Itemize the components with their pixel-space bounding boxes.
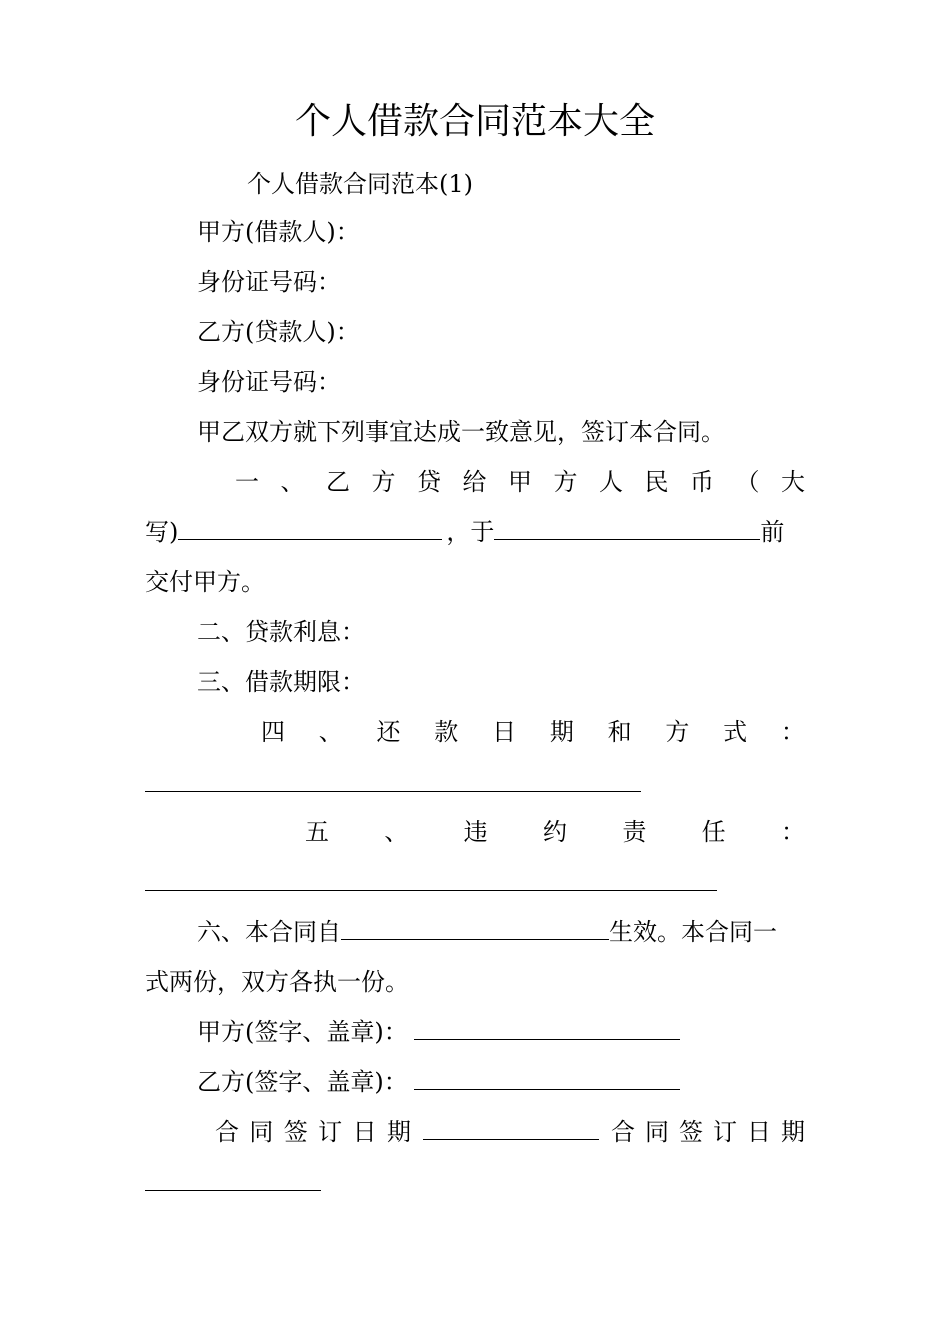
clause-5-char: 五 <box>305 818 329 846</box>
clause-1-text: 写) <box>145 518 179 546</box>
clause-4-char: 款 <box>434 718 459 746</box>
signing-date-char: 期 <box>386 1118 411 1146</box>
signing-date-char: 签 <box>679 1118 703 1146</box>
signing-date-a-blank[interactable] <box>423 1117 599 1140</box>
clause-1-char: 人 <box>599 468 623 496</box>
clause-1-line-1 <box>145 466 805 498</box>
clause-6-line-2: 式两份，双方各执一份。 <box>145 968 409 996</box>
signing-date-char: 同 <box>645 1118 669 1146</box>
clause-5-char: 约 <box>542 818 567 846</box>
clause-5-char: 违 <box>463 818 488 846</box>
date-blank[interactable] <box>494 517 760 540</box>
clause-1-text: ，于 <box>446 518 495 546</box>
party-a-label: 甲方(借款人)： <box>197 218 360 246</box>
signing-date-char: 期 <box>781 1118 805 1146</box>
signing-date-label-b <box>611 1116 805 1148</box>
signature-b-blank[interactable] <box>414 1067 680 1090</box>
signing-date-char: 签 <box>283 1118 308 1146</box>
party-b-id-label: 身份证号码： <box>197 368 341 396</box>
clause-1-char: 币 <box>690 468 714 496</box>
clause-4-char: 、 <box>318 718 343 746</box>
clause-1-char: 甲 <box>508 468 532 496</box>
clause-1-char: 给 <box>462 468 487 496</box>
clause-2: 二、贷款利息： <box>197 618 365 646</box>
clause-5-char: 责 <box>622 818 647 846</box>
signing-date-char: 日 <box>352 1118 377 1146</box>
clause-5-char: ： <box>780 818 805 846</box>
clause-1-char: 、 <box>280 468 305 496</box>
clause-4-char: 和 <box>607 718 632 746</box>
clause-5 <box>145 816 805 848</box>
clause-1-char: 大 <box>781 468 805 496</box>
clause-1-char: （ <box>735 468 760 496</box>
clause-3: 三、借款期限： <box>197 668 365 696</box>
clause-1-char: 民 <box>644 468 669 496</box>
signing-date-char: 日 <box>747 1118 771 1146</box>
clause-1-char: 乙 <box>326 468 350 496</box>
signing-date-label-a <box>215 1116 411 1148</box>
clause-5-char: 任 <box>701 818 726 846</box>
signing-date-char: 合 <box>611 1118 635 1146</box>
signature-b-label: 乙方(签字、盖章)： <box>197 1068 408 1096</box>
party-a-id-label: 身份证号码： <box>197 268 341 296</box>
signing-date-line <box>145 1116 805 1148</box>
liability-blank[interactable] <box>145 890 717 891</box>
signature-b-line <box>145 1066 857 1098</box>
clause-6-text: 六、本合同自 <box>197 918 341 946</box>
clause-4-char: 日 <box>492 718 517 746</box>
signing-date-b-blank[interactable] <box>145 1190 321 1191</box>
clause-4-char: 方 <box>665 718 690 746</box>
clause-1-char: 方 <box>371 468 396 496</box>
amount-blank[interactable] <box>178 517 442 540</box>
clause-1-text: 前 <box>760 518 785 546</box>
clause-4-char: ： <box>780 718 805 746</box>
clause-1-char: 一 <box>235 468 259 496</box>
clause-6-line-1 <box>145 916 805 948</box>
repayment-blank[interactable] <box>145 791 641 792</box>
document-subtitle: 个人借款合同范本(1) <box>247 170 473 198</box>
signing-date-char: 同 <box>249 1118 274 1146</box>
effective-date-blank[interactable] <box>341 917 609 940</box>
clause-4-char: 式 <box>723 718 748 746</box>
clause-1-line-2 <box>145 516 805 548</box>
clause-1-line-3: 交付甲方。 <box>145 568 265 596</box>
party-b-label: 乙方(贷款人)： <box>197 318 360 346</box>
signing-date-char: 合 <box>215 1118 239 1146</box>
clause-1-char: 贷 <box>417 468 441 496</box>
clause-4-char: 四 <box>261 718 285 746</box>
clause-4-char: 期 <box>549 718 574 746</box>
signing-date-char: 订 <box>713 1118 737 1146</box>
clause-4-char: 还 <box>376 718 401 746</box>
clause-6-text: 生效。本合同一 <box>609 918 777 946</box>
document-title: 个人借款合同范本大全 <box>294 101 655 142</box>
signature-a-line <box>145 1016 857 1048</box>
clause-4 <box>145 716 805 748</box>
signing-date-char: 订 <box>318 1118 343 1146</box>
signature-a-blank[interactable] <box>414 1017 680 1040</box>
clause-5-char: 、 <box>384 818 409 846</box>
clause-1-char: 方 <box>553 468 578 496</box>
agreement-statement: 甲乙双方就下列事宜达成一致意见，签订本合同。 <box>197 418 725 446</box>
signature-a-label: 甲方(签字、盖章)： <box>197 1018 408 1046</box>
